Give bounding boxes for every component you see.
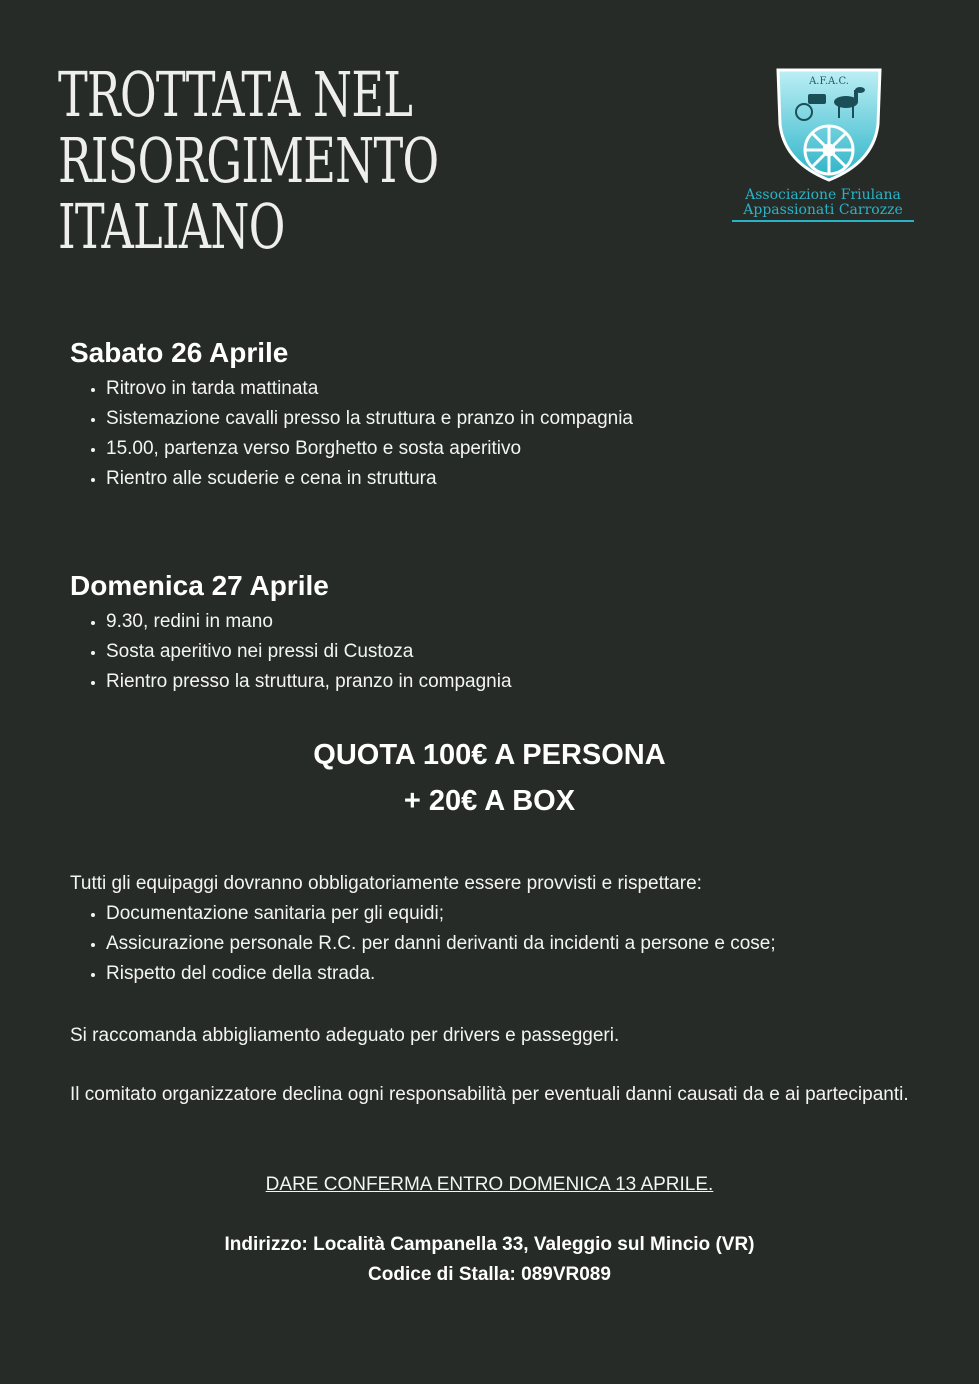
footer xyxy=(0,1230,979,1290)
requirements-intro: Tutti gli equipaggi dovranno obbligatoriamente essere provvisti e rispettare: xyxy=(70,873,702,894)
saturday-title: Sabato 26 Aprile xyxy=(70,337,289,368)
logo-underline xyxy=(732,220,914,222)
list-item: • Assicurazione personale R.C. per danni derivanti da incidenti a persone e cose; xyxy=(106,929,910,959)
title-line-3: ITALIANO xyxy=(58,190,285,263)
address: Indirizzo: Località Campanella 33, Valeggio sul Mincio (VR) xyxy=(224,1234,755,1255)
sunday-list xyxy=(70,607,910,697)
confirm-deadline: DARE CONFERMA ENTRO DOMENICA 13 APRILE. xyxy=(265,1174,714,1195)
saturday-section xyxy=(70,336,910,494)
page-title xyxy=(58,58,439,263)
carriage-shield-icon xyxy=(774,64,884,184)
requirements-section xyxy=(70,869,910,989)
title-line-2: RISORGIMENTO xyxy=(58,124,439,197)
stable-code: Codice di Stalla: 089VR089 xyxy=(368,1264,611,1285)
sunday-title: Domenica 27 Aprile xyxy=(70,570,329,601)
disclaimer: Il comitato organizzatore declina ogni responsabilità per eventuali danni causati da e ai partecipanti. xyxy=(70,1084,909,1105)
list-item: • Rispetto del codice della strada. xyxy=(106,959,910,989)
saturday-list xyxy=(70,374,910,494)
list-item: • Documentazione sanitaria per gli equidi; xyxy=(106,899,910,929)
logo-abbr: A.F.A.C. xyxy=(809,76,849,87)
requirements-list xyxy=(70,899,910,989)
logo-line-1: Associazione Friulana xyxy=(745,187,901,203)
price-block xyxy=(0,732,979,824)
list-item: • Sosta aperitivo nei pressi di Custoza xyxy=(106,637,910,667)
logo-line-2: Appassionati Carrozze xyxy=(743,202,903,218)
list-item: • Rientro alle scuderie e cena in struttura xyxy=(106,464,910,494)
price-per-person: QUOTA 100€ A PERSONA xyxy=(313,739,666,771)
afac-logo xyxy=(728,64,918,230)
list-item: • 15.00, partenza verso Borghetto e sosta aperitivo xyxy=(106,434,910,464)
logo-caption xyxy=(728,188,918,222)
list-item: • Sistemazione cavalli presso la struttura e pranzo in compagnia xyxy=(106,404,910,434)
list-item: • 9.30, redini in mano xyxy=(106,607,910,637)
price-per-box: + 20€ A BOX xyxy=(403,785,576,817)
clothing-note: Si raccomanda abbigliamento adeguato per drivers e passeggeri. xyxy=(70,1025,620,1046)
list-item: • Ritrovo in tarda mattinata xyxy=(106,374,910,404)
sunday-section xyxy=(70,569,910,697)
title-line-1: TROTTATA NEL xyxy=(58,58,413,131)
list-item: • Rientro presso la struttura, pranzo in compagnia xyxy=(106,667,910,697)
